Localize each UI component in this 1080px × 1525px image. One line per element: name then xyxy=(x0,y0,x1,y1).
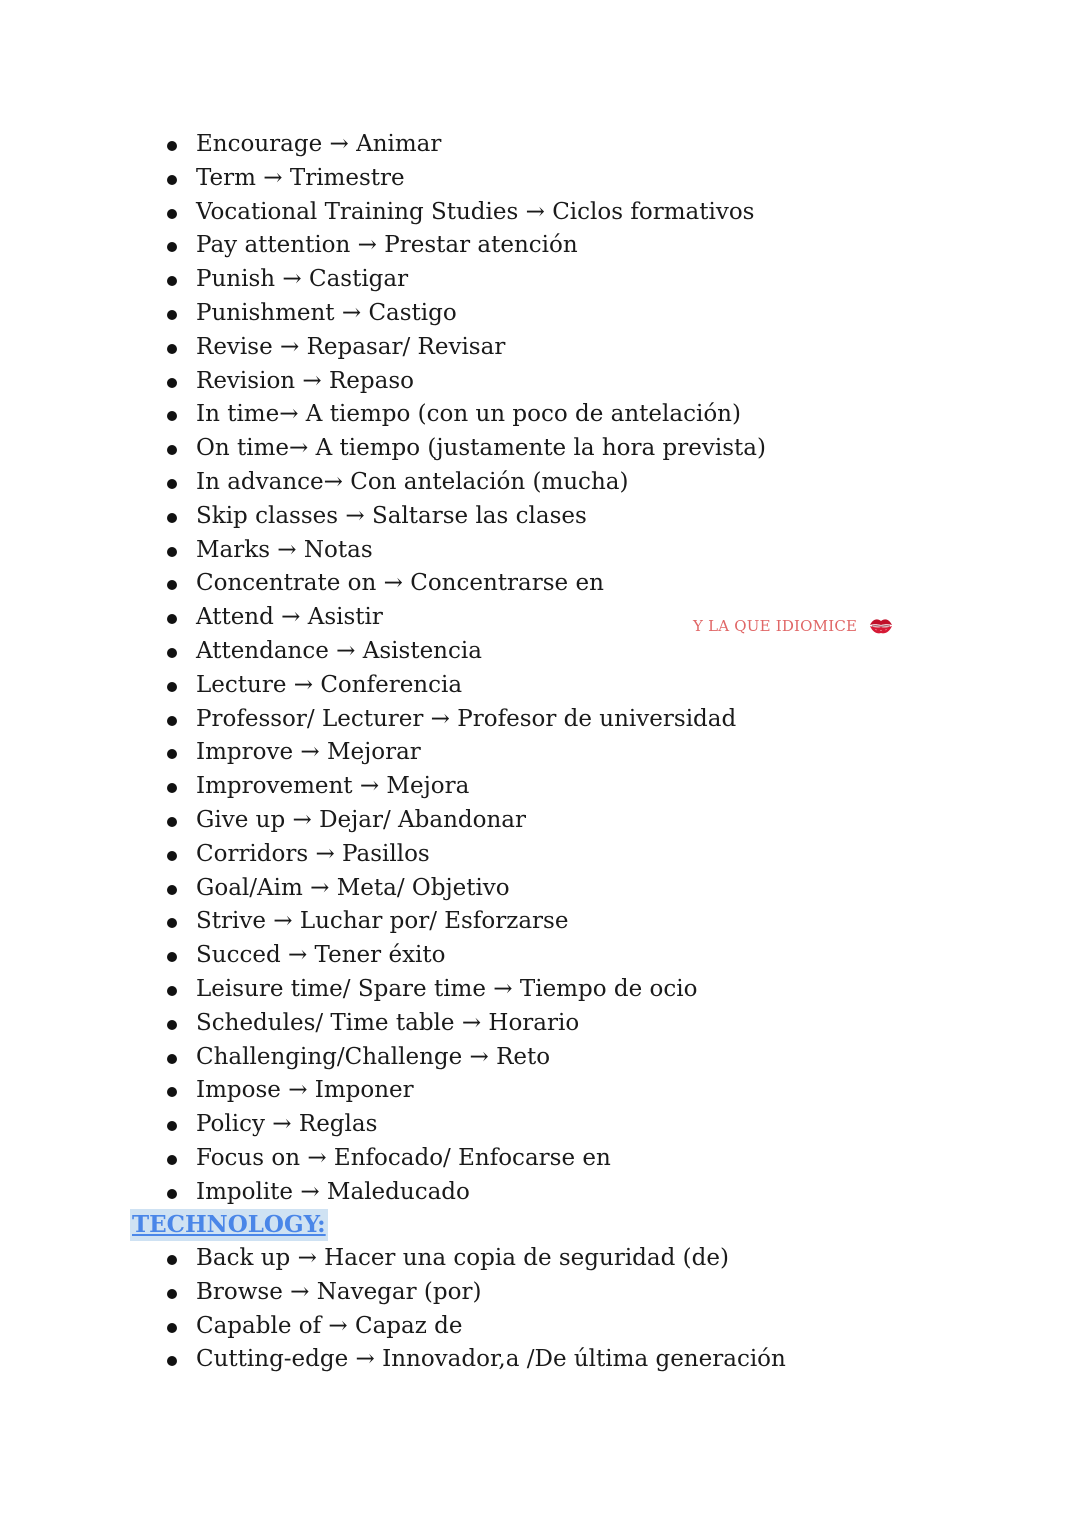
list-item: Focus on → Enfocado/ Enfocarse en xyxy=(160,1142,920,1176)
watermark xyxy=(693,617,893,635)
list-item: Attend → Asistir xyxy=(160,601,920,635)
list-item: Revise → Repasar/ Revisar xyxy=(160,331,920,365)
list-item: Cutting-edge → Innovador,a /De última generación xyxy=(160,1343,920,1377)
list-item: Succed → Tener éxito xyxy=(160,939,920,973)
list-item: Challenging/Challenge → Reto xyxy=(160,1041,920,1075)
section-heading-technology: TECHNOLOGY: xyxy=(130,1209,328,1241)
list-item: Vocational Training Studies → Ciclos formativos xyxy=(160,196,920,230)
list-item: Improvement → Mejora xyxy=(160,770,920,804)
list-item: Lecture → Conferencia xyxy=(160,669,920,703)
list-item: Browse → Navegar (por) xyxy=(160,1276,920,1310)
list-item: Concentrate on → Concentrarse en xyxy=(160,567,920,601)
list-item: Professor/ Lecturer → Profesor de universidad xyxy=(160,703,920,737)
lips-kiss-icon xyxy=(869,617,893,635)
list-item: Schedules/ Time table → Horario xyxy=(160,1007,920,1041)
list-item: Punishment → Castigo xyxy=(160,297,920,331)
list-item: Marks → Notas xyxy=(160,534,920,568)
list-item: Punish → Castigar xyxy=(160,263,920,297)
list-item: Capable of → Capaz de xyxy=(160,1310,920,1344)
list-item: Revision → Repaso xyxy=(160,365,920,399)
list-item: On time→ A tiempo (justamente la hora prevista) xyxy=(160,432,920,466)
vocabulary-list xyxy=(160,128,920,1210)
list-item: Attendance → Asistencia xyxy=(160,635,920,669)
list-item: Impose → Imponer xyxy=(160,1074,920,1108)
list-item: Goal/Aim → Meta/ Objetivo xyxy=(160,872,920,906)
list-item: Back up → Hacer una copia de seguridad (de) xyxy=(160,1242,920,1276)
technology-list xyxy=(160,1242,920,1377)
list-item: Skip classes → Saltarse las clases xyxy=(160,500,920,534)
list-item: Pay attention → Prestar atención xyxy=(160,229,920,263)
watermark-text: Y LA QUE IDIOMICE xyxy=(693,617,858,635)
list-item: Term → Trimestre xyxy=(160,162,920,196)
list-item: Improve → Mejorar xyxy=(160,736,920,770)
list-item: In time→ A tiempo (con un poco de antelación) xyxy=(160,398,920,432)
list-item: Leisure time/ Spare time → Tiempo de ocio xyxy=(160,973,920,1007)
list-item: Give up → Dejar/ Abandonar xyxy=(160,804,920,838)
list-item: In advance→ Con antelación (mucha) xyxy=(160,466,920,500)
list-item: Corridors → Pasillos xyxy=(160,838,920,872)
list-item: Encourage → Animar xyxy=(160,128,920,162)
list-item: Impolite → Maleducado xyxy=(160,1176,920,1210)
list-item: Strive → Luchar por/ Esforzarse xyxy=(160,905,920,939)
list-item: Policy → Reglas xyxy=(160,1108,920,1142)
